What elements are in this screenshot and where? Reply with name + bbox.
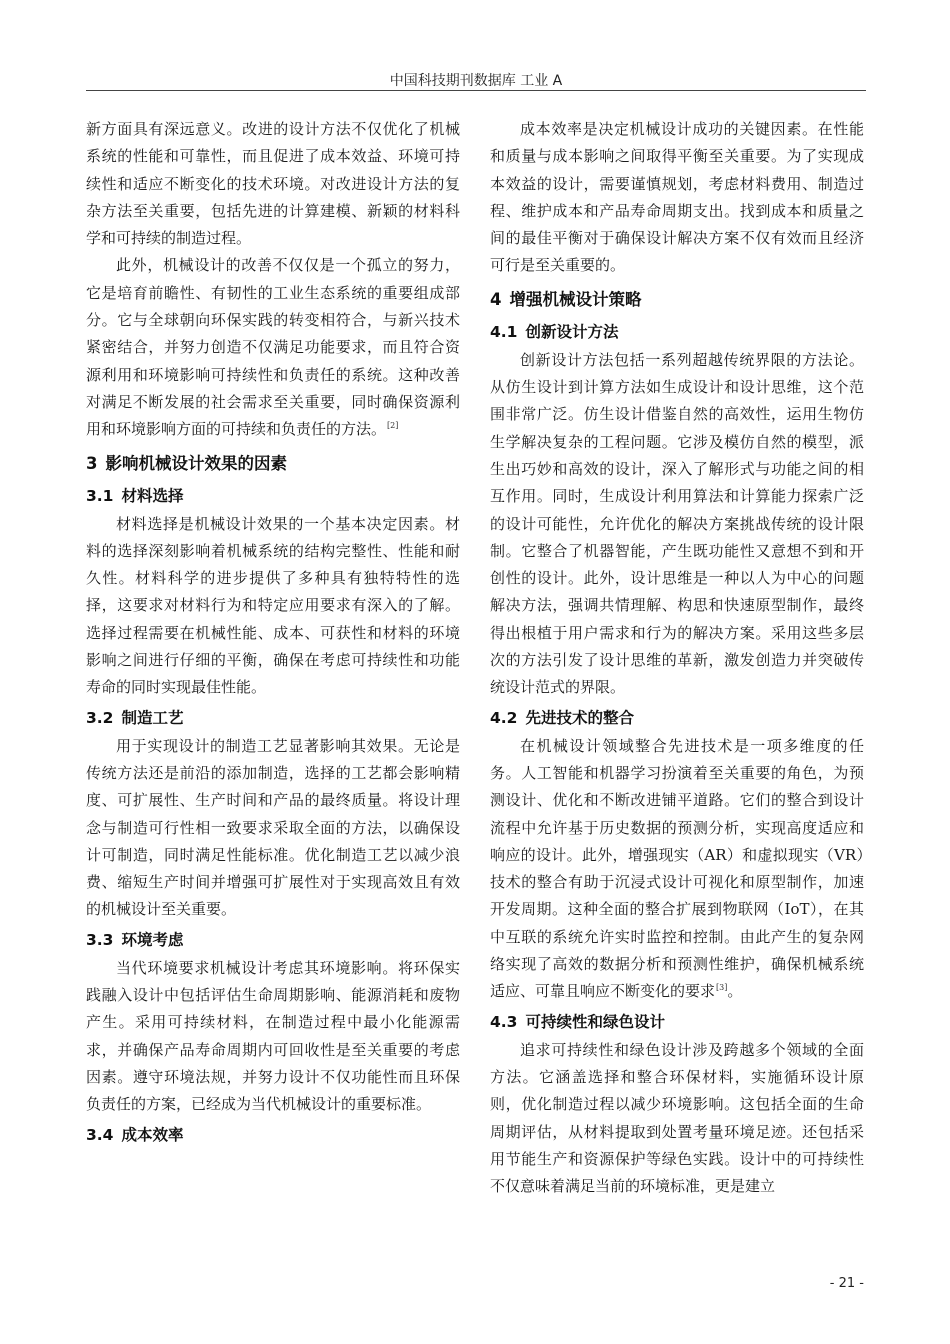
paragraph-advanced-tech bbox=[490, 733, 864, 1006]
section-4-1-title: 创新设计方法 bbox=[525, 322, 619, 341]
paragraph-ecosystem bbox=[86, 252, 460, 443]
paragraph-environment: 当代环境要求机械设计考虑其环境影响。将环保实践融入设计中包括评估生命周期影响、能源消耗和废物产生。采用可持续材料，在制造过程中最小化能源需求，并确保产品寿命周期内可回收性是至关重要的考虑因素。遵守环境法规，并努力设计不仅功能性而且环保负责任的方案，已经成为当代机械设计的重要标准。 bbox=[86, 958, 460, 1114]
section-3-1-number: 3.1 bbox=[86, 486, 114, 505]
paragraph-manufacturing: 用于实现设计的制造工艺显著影响其效果。无论是传统方法还是前沿的添加制造，选择的工艺都会影响精度、可扩展性、生产时间和产品的最终质量。将设计理念与制造可行性相一致要求采取全面的方法，以确保设计可制造，同时满足性能标准。优化制造工艺以减少浪费、缩短生产时间并增强可扩展性对于实现高效且有效的机械设计至关重要。 bbox=[86, 736, 460, 919]
section-4-number: 4 bbox=[490, 289, 502, 309]
section-4-title: 增强机械设计策略 bbox=[509, 289, 642, 309]
journal-header: 中国科技期刊数据库 工业 A bbox=[389, 73, 563, 89]
section-3-4-title: 成本效率 bbox=[121, 1125, 184, 1144]
section-3-3-number: 3.3 bbox=[86, 930, 114, 949]
paragraph-ecosystem-text: 此外，机械设计的改善不仅仅是一个孤立的努力，它是培育前瞻性、有韧性的工业生态系统的重要组成部分。它与全球朝向环保实践的转变相符合，与新兴技术紧密结合，并努力创造不仅满足功能要求，而且符合资源利用和环境影响可持续性和负责任的系统。这种改善对满足不断发展的社会需求至关重要，同时确保资源利用和环境影响方面的可持续和负责任的方法。 bbox=[86, 256, 460, 439]
header-rule bbox=[86, 90, 866, 91]
section-3-2-heading bbox=[86, 705, 460, 731]
paragraph-intro-continued: 新方面具有深远意义。改进的设计方法不仅优化了机械系统的性能和可靠性，而且促进了成本效益、环境可持续性和适应不断变化的技术环境。对改进设计方法的复杂方法至关重要，包括先进的计算建模、新颖的材料科学和可持续的制造过程。 bbox=[86, 120, 460, 248]
section-4-1-number: 4.1 bbox=[490, 322, 518, 341]
section-4-2-number: 4.2 bbox=[490, 708, 518, 727]
section-3-3-heading bbox=[86, 927, 460, 953]
paragraph-advanced-tech-text: 在机械设计领域整合先进技术是一项多维度的任务。人工智能和机器学习扮演着至关重要的角色，为预测设计、优化和不断改进铺平道路。它们的整合到设计流程中允许基于历史数据的预测分析，实现高度适应和响应的设计。此外，增强现实（AR）和虚拟现实（VR）技术的整合有助于沉浸式设计可视化和原型制作，加速开发周期。这种全面的整合扩展到物联网（IoT），在其中互联的系统允许实时监控和控制。由此产生的复杂网络实现了高效的数据分析和预测性维护，确保机械系统适应、可靠且响应不断变化的要求 bbox=[490, 736, 864, 1001]
section-3-3-title: 环境考虑 bbox=[121, 930, 184, 949]
right-column bbox=[490, 116, 864, 1200]
left-column bbox=[86, 116, 460, 1150]
section-3-1-heading bbox=[86, 483, 460, 509]
section-4-3-title: 可持续性和绿色设计 bbox=[525, 1012, 665, 1031]
citation-ref-3[interactable]: [3] bbox=[716, 983, 728, 993]
paragraph-cost-efficiency: 成本效率是决定机械设计成功的关键因素。在性能和质量与成本影响之间取得平衡至关重要。为了实现成本效益的设计，需要谨慎规划，考虑材料费用、制造过程、维护成本和产品寿命周期支出。找到成本和质量之间的最佳平衡对于确保设计解决方案不仅有效而且经济可行是至关重要的。 bbox=[490, 120, 864, 275]
section-3-title: 影响机械设计效果的因素 bbox=[105, 453, 287, 473]
paragraph-advanced-tech-end: 。 bbox=[727, 982, 743, 1001]
page-number: - 21 - bbox=[829, 1276, 864, 1291]
section-3-1-title: 材料选择 bbox=[121, 486, 184, 505]
paragraph-innovative-design: 创新设计方法包括一系列超越传统界限的方法论。从仿生设计到计算方法如生成设计和设计思维，这个范围非常广泛。仿生设计借鉴自然的高效性，运用生物仿生学解决复杂的工程问题。它涉及模仿自然的模型，派生出巧妙和高效的设计，深入了解形式与功能之间的相互作用。同时，生成设计利用算法和计算能力探索广泛的设计可能性，允许优化的解决方案挑战传统的设计限制。它整合了机器智能，产生既功能性又意想不到和开创性的设计。此外，设计思维是一种以人为中心的问题解决方法，强调共情理解、构思和快速原型制作，最终得出根植于用户需求和行为的解决方案。采用这些多层次的方法引发了设计思维的革新，激发创造力并突破传统设计范式的界限。 bbox=[490, 350, 864, 697]
section-3-4-heading bbox=[86, 1122, 460, 1148]
section-4-2-title: 先进技术的整合 bbox=[525, 708, 634, 727]
section-4-1-heading bbox=[490, 319, 864, 345]
section-3-2-number: 3.2 bbox=[86, 708, 114, 727]
paragraph-sustainability: 追求可持续性和绿色设计涉及跨越多个领域的全面方法。它涵盖选择和整合环保材料，实施循环设计原则，优化制造过程以减少环境影响。这包括全面的生命周期评估，从材料提取到处置考量环境足迹。还包括采用节能生产和资源保护等绿色实践。设计中的可持续性不仅意味着满足当前的环境标准，更是建立 bbox=[490, 1040, 864, 1196]
section-4-heading bbox=[490, 287, 864, 313]
section-4-3-heading bbox=[490, 1009, 864, 1035]
section-4-2-heading bbox=[490, 705, 864, 731]
section-3-4-number: 3.4 bbox=[86, 1125, 114, 1144]
paragraph-material-selection: 材料选择是机械设计效果的一个基本决定因素。材料的选择深刻影响着机械系统的结构完整性、性能和耐久性。材料科学的进步提供了多种具有独特特性的选择，这要求对材料行为和特定应用要求有深入的了解。选择过程需要在机械性能、成本、可获性和材料的环境影响之间进行仔细的平衡，确保在考虑可持续性和功能寿命的同时实现最佳性能。 bbox=[86, 514, 460, 697]
section-3-2-title: 制造工艺 bbox=[121, 708, 184, 727]
section-3-number: 3 bbox=[86, 453, 98, 473]
citation-ref-2[interactable]: [2] bbox=[387, 421, 399, 431]
section-4-3-number: 4.3 bbox=[490, 1012, 518, 1031]
section-3-heading bbox=[86, 451, 460, 477]
